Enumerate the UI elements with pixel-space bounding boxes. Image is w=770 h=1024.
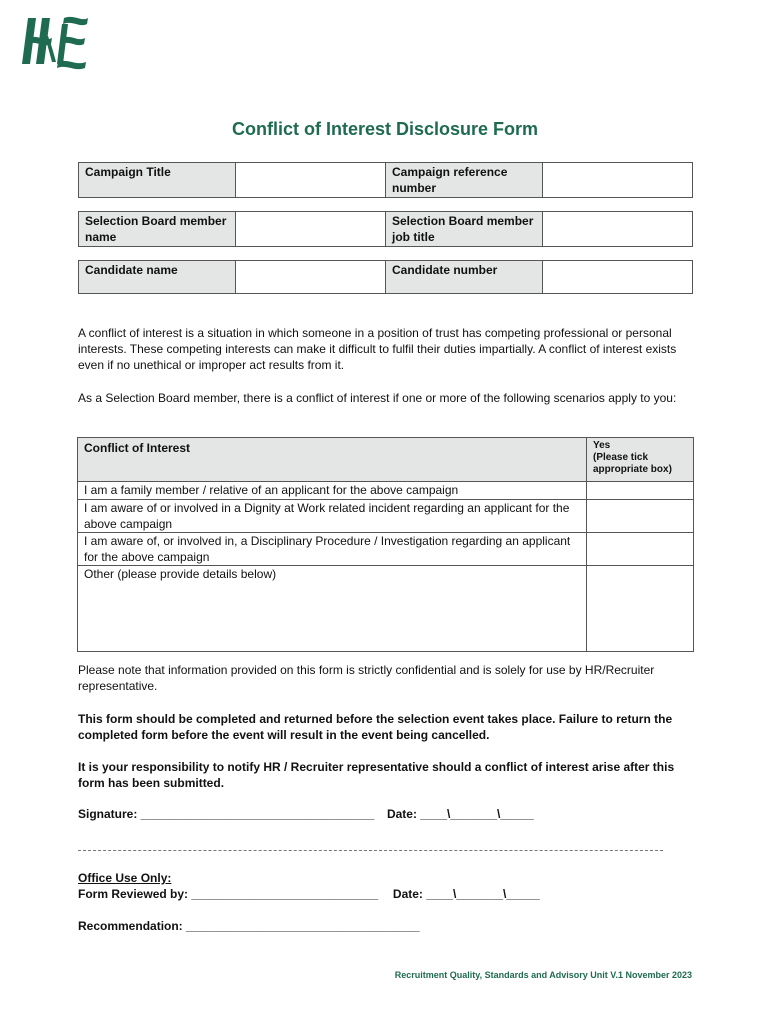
signature-line[interactable]: [78, 807, 534, 821]
yes-header-label: Yes: [593, 440, 611, 451]
confidential-note: Please note that information provided on this form is strictly confidential and is solely for use by HR/Recruiter representative.: [78, 663, 655, 693]
campaign-title-label: Campaign Title: [79, 163, 236, 198]
tick-box-other[interactable]: [587, 566, 694, 652]
footer-text: Recruitment Quality, Standards and Advisory Unit V.1 November 2023: [394, 970, 692, 980]
board-member-name-label: Selection Board member name: [79, 212, 236, 247]
office-use-title-text: Office Use Only:: [78, 871, 172, 885]
board-member-job-title-field[interactable]: [543, 212, 693, 247]
reviewed-line[interactable]: [78, 887, 540, 901]
conflict-row-dignity: I am aware of or involved in a Dignity at Work related incident regarding an applicant for the above campaign: [78, 500, 587, 533]
campaign-info-table: [78, 162, 693, 198]
tick-box-disciplinary[interactable]: [587, 533, 694, 566]
deadline-note: This form should be completed and returned before the selection event takes place. Failure to return the completed form before the event will result in the event being cancelled.: [78, 712, 673, 742]
reviewed-by-label: Form Reviewed by: ____________________________: [78, 887, 379, 901]
scenario-paragraph: As a Selection Board member, there is a conflict of interest if one or more of the following scenarios apply to you:: [78, 391, 677, 405]
hse-logo: [18, 14, 90, 70]
campaign-reference-field[interactable]: [543, 163, 693, 198]
section-divider: [78, 850, 663, 851]
responsibility-note: It is your responsibility to notify HR / Recruiter representative should a conflict of interest arise after this form has been submitted.: [78, 760, 675, 790]
conflict-header-label: Conflict of Interest: [84, 441, 191, 455]
board-member-name-field[interactable]: [236, 212, 386, 247]
candidate-number-field[interactable]: [543, 261, 693, 294]
conflict-of-interest-table: [77, 437, 694, 652]
office-use-title: [78, 871, 171, 885]
candidate-table: [78, 260, 693, 294]
conflict-row-disciplinary: I am aware of, or involved in, a Disciplinary Procedure / Investigation regarding an applicant for the above campaign: [78, 533, 587, 566]
board-member-job-title-label: Selection Board member job title: [386, 212, 543, 247]
intro-paragraph: A conflict of interest is a situation in which someone in a position of trust has competing professional or personal interests. These competing interests can make it difficult to fulfil their duties impartially. A conflict of interest exists even if no unethical or improper act results from it.: [78, 326, 677, 372]
campaign-reference-label: Campaign reference number: [386, 163, 543, 198]
date-label-review: Date: ____\_______\_____: [392, 887, 540, 901]
signature-label: Signature: ___________________________________: [78, 807, 375, 821]
candidate-name-label: Candidate name: [79, 261, 236, 294]
recommendation-line[interactable]: Recommendation: ___________________________________: [78, 919, 420, 933]
form-title: Conflict of Interest Disclosure Form: [231, 119, 539, 139]
candidate-name-field[interactable]: [236, 261, 386, 294]
tick-box-family[interactable]: [587, 482, 694, 500]
conflict-row-family: I am a family member / relative of an applicant for the above campaign: [78, 482, 587, 500]
conflict-header: [78, 438, 587, 482]
tick-box-dignity[interactable]: [587, 500, 694, 533]
board-member-table: [78, 211, 693, 247]
campaign-title-field[interactable]: [236, 163, 386, 198]
yes-header: [587, 438, 694, 482]
conflict-row-other[interactable]: Other (please provide details below): [78, 566, 587, 652]
yes-header-note: (Please tick appropriate box): [593, 452, 672, 475]
date-label-signature: Date: ____\_______\_____: [386, 807, 534, 821]
candidate-number-label: Candidate number: [386, 261, 543, 294]
